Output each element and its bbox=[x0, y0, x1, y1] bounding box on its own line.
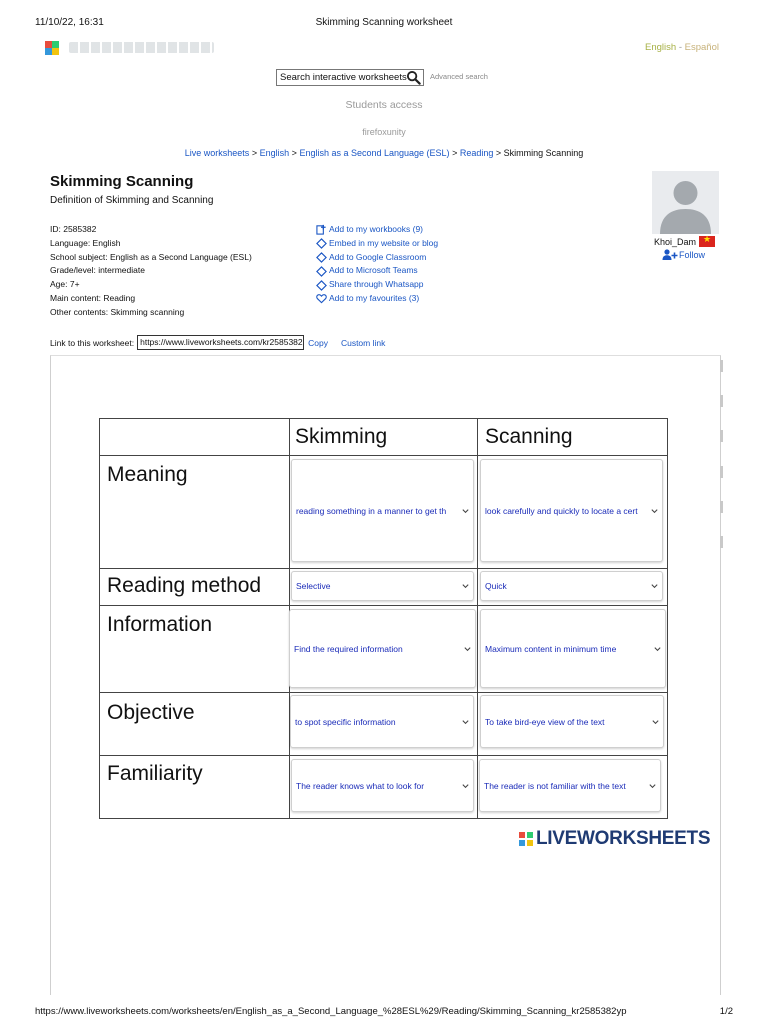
author-avatar[interactable] bbox=[652, 171, 719, 234]
print-date: 11/10/22, 16:31 bbox=[35, 17, 104, 28]
breadcrumb-separator: > bbox=[495, 148, 502, 158]
breadcrumb-reading[interactable]: Reading bbox=[459, 148, 494, 158]
embed-icon bbox=[316, 238, 327, 249]
chevron-down-icon bbox=[461, 781, 470, 790]
toolbar-tick[interactable] bbox=[720, 430, 723, 442]
copy-link-button[interactable]: Copy bbox=[308, 337, 328, 348]
row-header-information: Information bbox=[107, 613, 213, 636]
search-icon[interactable] bbox=[406, 70, 421, 85]
table-divider bbox=[100, 692, 667, 693]
dropdown-value: to spot specific information bbox=[295, 716, 396, 727]
worksheet-table bbox=[99, 418, 668, 819]
worksheet-link-field[interactable]: https://www.liveworksheets.com/kr2585382 bbox=[137, 335, 304, 350]
dropdown-familiarity-scanning[interactable] bbox=[479, 759, 661, 812]
worksheet-title: Skimming Scanning bbox=[50, 173, 194, 190]
dropdown-reading-method-scanning[interactable] bbox=[480, 571, 663, 601]
dropdown-meaning-skimming[interactable] bbox=[291, 459, 474, 562]
worksheet-actions bbox=[316, 223, 438, 306]
row-header-objective: Objective bbox=[107, 701, 195, 724]
add-to-workbooks-link[interactable] bbox=[316, 223, 438, 237]
meta-age: Age: 7+ bbox=[50, 279, 80, 290]
worksheet-link-row bbox=[50, 335, 385, 350]
toolbar-tick[interactable] bbox=[720, 395, 723, 407]
chevron-down-icon bbox=[461, 717, 470, 726]
dropdown-value: Maximum content in minimum time bbox=[485, 643, 617, 654]
dropdown-value: The reader knows what to look for bbox=[296, 780, 425, 791]
follow-user-icon bbox=[662, 249, 678, 260]
chevron-down-icon bbox=[651, 717, 660, 726]
microsoft-teams-label: Add to Microsoft Teams bbox=[329, 265, 418, 276]
dropdown-reading-method-skimming[interactable] bbox=[291, 571, 474, 601]
side-toolbar bbox=[720, 360, 724, 480]
table-divider bbox=[100, 755, 667, 756]
breadcrumb-english[interactable]: English bbox=[259, 148, 290, 158]
table-divider bbox=[100, 455, 667, 456]
add-to-favourites-link[interactable] bbox=[316, 292, 438, 306]
chevron-down-icon bbox=[461, 582, 470, 591]
meta-main-content: Main content: Reading bbox=[50, 292, 136, 303]
toolbar-tick[interactable] bbox=[720, 466, 723, 478]
row-header-familiarity: Familiarity bbox=[107, 762, 203, 785]
follow-button[interactable] bbox=[662, 249, 705, 260]
microsoft-teams-link[interactable] bbox=[316, 264, 438, 278]
user-silhouette-icon bbox=[652, 171, 719, 234]
breadcrumb-separator: > bbox=[251, 148, 258, 158]
breadcrumb-live-worksheets[interactable]: Live worksheets bbox=[184, 148, 250, 158]
heart-icon bbox=[316, 293, 327, 304]
meta-other-contents: Other contents: Skimming scanning bbox=[50, 306, 185, 317]
meta-language: Language: English bbox=[50, 237, 121, 248]
dropdown-objective-scanning[interactable] bbox=[480, 695, 664, 748]
dropdown-value: The reader is not familiar with the text bbox=[484, 780, 626, 791]
table-divider bbox=[477, 419, 478, 818]
search-input[interactable]: Search interactive worksheets bbox=[276, 69, 424, 86]
chevron-down-icon bbox=[648, 781, 657, 790]
toolbar-tick[interactable] bbox=[720, 536, 723, 548]
dropdown-value: Find the required information bbox=[294, 643, 403, 654]
dropdown-value: reading something in a manner to get th bbox=[296, 505, 447, 516]
whatsapp-icon bbox=[316, 280, 327, 291]
vietnam-flag-icon bbox=[699, 236, 715, 247]
breadcrumb-separator: > bbox=[452, 148, 458, 158]
lang-separator: - bbox=[676, 42, 685, 53]
advanced-search-link[interactable]: Advanced search bbox=[430, 72, 488, 81]
lang-spanish-link[interactable]: Español bbox=[684, 42, 719, 53]
site-logo[interactable] bbox=[45, 40, 225, 56]
column-header-skimming: Skimming bbox=[295, 425, 388, 448]
row-header-meaning: Meaning bbox=[107, 463, 188, 486]
chevron-down-icon bbox=[650, 582, 659, 591]
dropdown-value: Selective bbox=[296, 581, 331, 591]
breadcrumb-esl[interactable]: English as a Second Language (ESL) bbox=[299, 148, 450, 158]
embed-label: Embed in my website or blog bbox=[329, 237, 439, 248]
dropdown-information-skimming[interactable] bbox=[289, 609, 476, 688]
worksheet-meta bbox=[50, 223, 252, 320]
meta-id: ID: 2585382 bbox=[50, 224, 97, 234]
meta-grade-level: Grade/level: intermediate bbox=[50, 265, 145, 276]
toolbar-tick[interactable] bbox=[720, 501, 723, 513]
print-title: Skimming Scanning worksheet bbox=[315, 17, 453, 28]
table-divider bbox=[100, 568, 667, 569]
students-access-link[interactable]: Students access bbox=[345, 99, 423, 111]
whatsapp-share-link[interactable] bbox=[316, 278, 438, 292]
lang-english-link[interactable]: English bbox=[645, 42, 677, 53]
chevron-down-icon bbox=[653, 644, 662, 653]
logo-cubes-icon bbox=[45, 41, 59, 55]
microsoft-teams-icon bbox=[316, 266, 327, 277]
table-divider bbox=[100, 605, 667, 606]
dropdown-meaning-scanning[interactable] bbox=[480, 459, 663, 562]
breadcrumb-current: Skimming Scanning bbox=[503, 148, 584, 158]
print-page-number: 1/2 bbox=[719, 1006, 733, 1017]
worksheet-description: Definition of Skimming and Scanning bbox=[50, 195, 214, 206]
dropdown-value: look carefully and quickly to locate a cert bbox=[485, 505, 638, 516]
google-classroom-icon bbox=[316, 252, 327, 263]
dropdown-value: Quick bbox=[485, 581, 507, 591]
chevron-down-icon bbox=[650, 506, 659, 515]
author-name-label: Khoi_Dam bbox=[654, 236, 697, 247]
worksheet-link-label: Link to this worksheet: bbox=[50, 337, 135, 348]
dropdown-value: To take bird-eye view of the text bbox=[485, 716, 605, 727]
username-label[interactable]: firefoxunity bbox=[362, 127, 406, 137]
google-classroom-link[interactable] bbox=[316, 251, 438, 265]
print-url: https://www.liveworksheets.com/worksheets/en/English_as_a_Second_Language_%28ESL%29/Reading/Skimming_Scanning_kr2585382yp bbox=[35, 1006, 627, 1017]
whatsapp-label: Share through Whatsapp bbox=[329, 279, 424, 290]
toolbar-tick[interactable] bbox=[720, 360, 723, 372]
dropdown-familiarity-skimming[interactable] bbox=[291, 759, 474, 812]
column-header-scanning: Scanning bbox=[485, 425, 573, 448]
google-classroom-label: Add to Google Classroom bbox=[329, 251, 427, 262]
meta-school-subject: School subject: English as a Second Language (ESL) bbox=[50, 251, 252, 262]
add-to-favourites-label: Add to my favourites (3) bbox=[329, 292, 420, 303]
breadcrumb bbox=[0, 148, 768, 158]
liveworksheets-logo bbox=[518, 828, 710, 850]
chevron-down-icon bbox=[463, 644, 472, 653]
author-name[interactable] bbox=[654, 236, 715, 247]
add-workbook-icon bbox=[316, 224, 327, 235]
brand-cubes-icon bbox=[518, 831, 534, 847]
add-to-workbooks-label: Add to my workbooks (9) bbox=[329, 224, 424, 234]
language-switch bbox=[645, 42, 719, 53]
embed-link[interactable] bbox=[316, 237, 438, 251]
brand-wordmark: LIVEWORKSHEETS bbox=[536, 828, 711, 849]
dropdown-information-scanning[interactable] bbox=[480, 609, 666, 688]
chevron-down-icon bbox=[461, 506, 470, 515]
breadcrumb-separator: > bbox=[291, 148, 297, 158]
row-header-reading-method: Reading method bbox=[107, 574, 262, 597]
print-header bbox=[35, 17, 733, 31]
follow-label: Follow bbox=[679, 249, 706, 260]
dropdown-objective-skimming[interactable] bbox=[290, 695, 474, 748]
logo-wordmark bbox=[69, 42, 214, 53]
custom-link-button[interactable]: Custom link bbox=[340, 337, 386, 348]
